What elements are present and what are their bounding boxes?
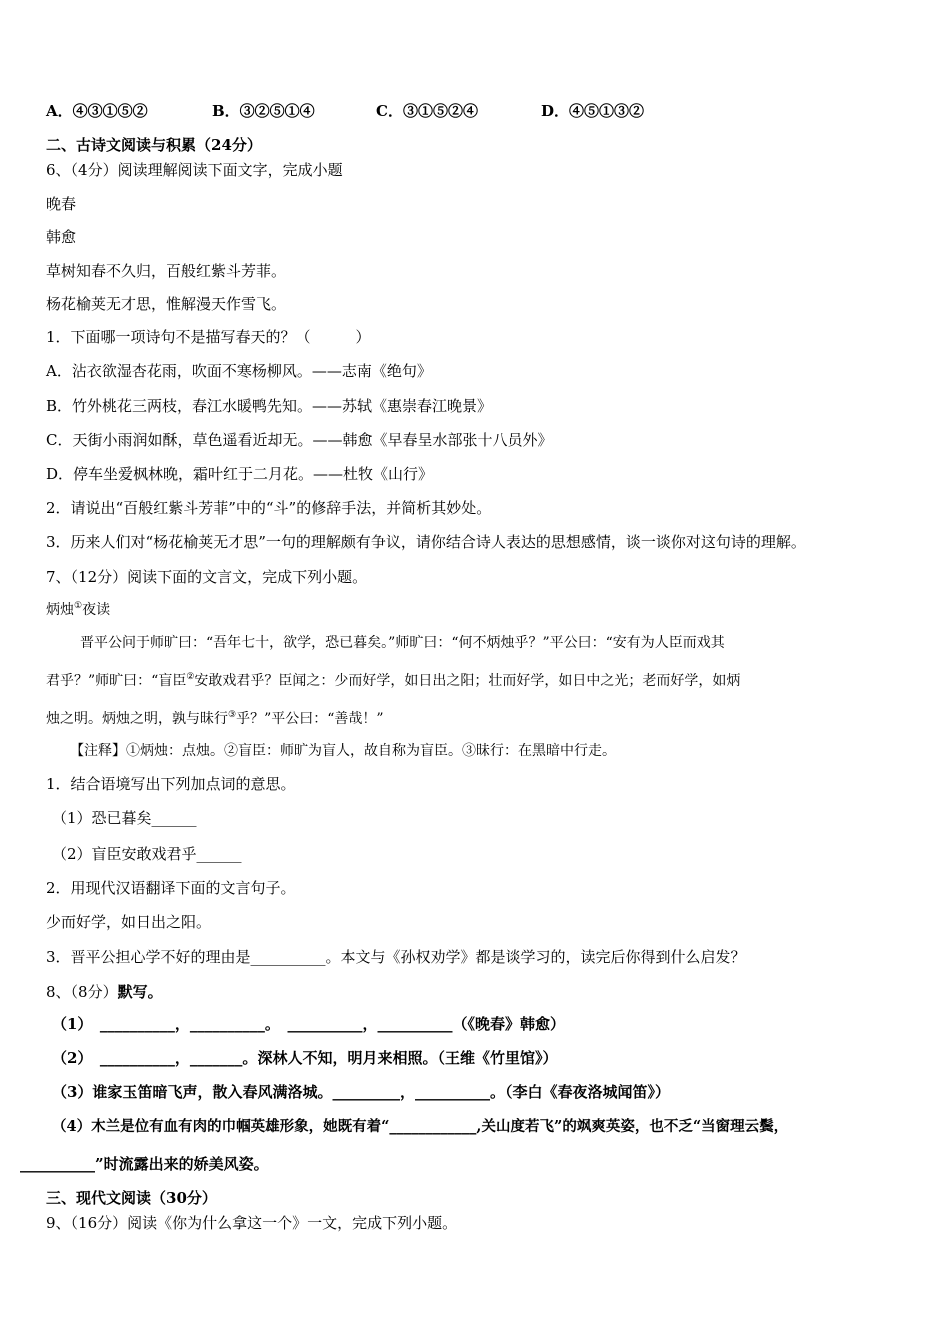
- q8-line-1: （1） __________，__________。 __________，__________（《晚春》韩愈）: [52, 1015, 565, 1033]
- q7-sub1: 1．结合语境写出下列加点词的意思。: [46, 775, 296, 793]
- q7-note: 【注释】①炳烛：点烛。②盲臣：师旷为盲人，故自称为盲臣。③昧行：在黑暗中行走。: [70, 743, 616, 759]
- q7-passage-line-1: 晋平公问于师旷曰：“吾年七十，欲学，恐已暮矣。”师旷曰：“何不炳烛乎？”平公曰：“安有为人臣而戏其: [80, 635, 725, 651]
- q7-sub1-2: （2）盲臣安敢戏君乎______: [52, 845, 242, 863]
- q8-line-4a: （4）木兰是位有血有肉的巾帼英雄形象，她既有着“____________,关山度若飞”的飒爽英姿，也不乏“当窗理云鬓，: [52, 1118, 789, 1135]
- q8-stem: 8、（8分）默写。: [46, 983, 163, 1001]
- q7-stem: 7、（12分）阅读下面的文言文，完成下列小题。: [46, 568, 368, 586]
- q6-option-c: C．天街小雨润如酥，草色遥看近却无。——韩愈《早春呈水部张十八员外》: [46, 431, 553, 449]
- q5-option-c: C．③①⑤②④: [376, 102, 478, 120]
- q9-stem: 9、（16分）阅读《你为什么拿这一个》一文，完成下列小题。: [46, 1214, 458, 1232]
- q6-option-a: A．沾衣欲湿杏花雨，吹面不寒杨柳风。——志南《绝句》: [46, 362, 432, 380]
- q7-sub2: 2．用现代汉语翻译下面的文言句子。: [46, 879, 296, 897]
- q5-option-a: A．④③①⑤②: [46, 102, 148, 120]
- q6-option-d: D．停车坐爱枫林晚，霜叶红于二月花。——杜牧《山行》: [46, 465, 434, 483]
- poem-author: 韩愈: [46, 228, 77, 246]
- q6-stem: 6、（4分）阅读理解阅读下面文字，完成小题: [46, 161, 343, 179]
- q7-sub3: 3．晋平公担心学不好的理由是__________。本文与《孙权劝学》都是谈学习的，读完后你得到什么启发？: [46, 948, 746, 966]
- q5-option-d: D．④⑤①③②: [541, 102, 645, 120]
- q6-option-b: B．竹外桃花三两枝，春江水暖鸭先知。——苏轼《惠崇春江晚景》: [46, 397, 493, 415]
- q7-passage-title: 炳烛①夜读: [46, 601, 111, 618]
- poem-title: 晚春: [46, 195, 77, 213]
- section2-title: 二、古诗文阅读与积累（24分）: [46, 136, 262, 154]
- q7-sub2-sentence: 少而好学，如日出之阳。: [46, 913, 212, 931]
- q8-line-2: （2） __________，_______。深林人不知，明月来相照。（王维《竹里馆》）: [52, 1049, 558, 1067]
- q7-passage-line-3: 烛之明。炳烛之明，孰与昧行③乎？”平公曰：“善哉！”: [46, 710, 384, 727]
- section3-title: 三、现代文阅读（30分）: [46, 1189, 217, 1207]
- q7-passage-line-2: 君乎？”师旷曰：“盲臣②安敢戏君乎？臣闻之：少而好学，如日出之阳；壮而好学，如日中之光；老而好学，如炳: [46, 672, 741, 689]
- q7-sub1-1: （1）恐已暮矣______: [52, 809, 197, 827]
- q5-option-b: B．③②⑤①④: [212, 102, 315, 120]
- poem-line-1: 草树知春不久归，百般红紫斗芳菲。: [46, 262, 287, 280]
- q6-sub3: 3．历来人们对“杨花榆荚无才思”一句的理解颇有争议，请你结合诗人表达的思想感情，谈一谈你对这句诗的理解。: [46, 533, 806, 551]
- q8-line-4b: __________”时流露出来的娇美风姿。: [20, 1155, 269, 1173]
- q6-sub1: 1．下面哪一项诗句不是描写春天的？（ ）: [46, 328, 371, 346]
- q6-sub2: 2．请说出“百般红紫斗芳菲”中的“斗”的修辞手法，并简析其妙处。: [46, 499, 492, 517]
- q8-line-3: （3）谁家玉笛暗飞声，散入春风满洛城。_________，__________。（李白《春夜洛城闻笛》）: [52, 1083, 670, 1101]
- poem-line-2: 杨花榆荚无才思，惟解漫天作雪飞。: [46, 295, 287, 313]
